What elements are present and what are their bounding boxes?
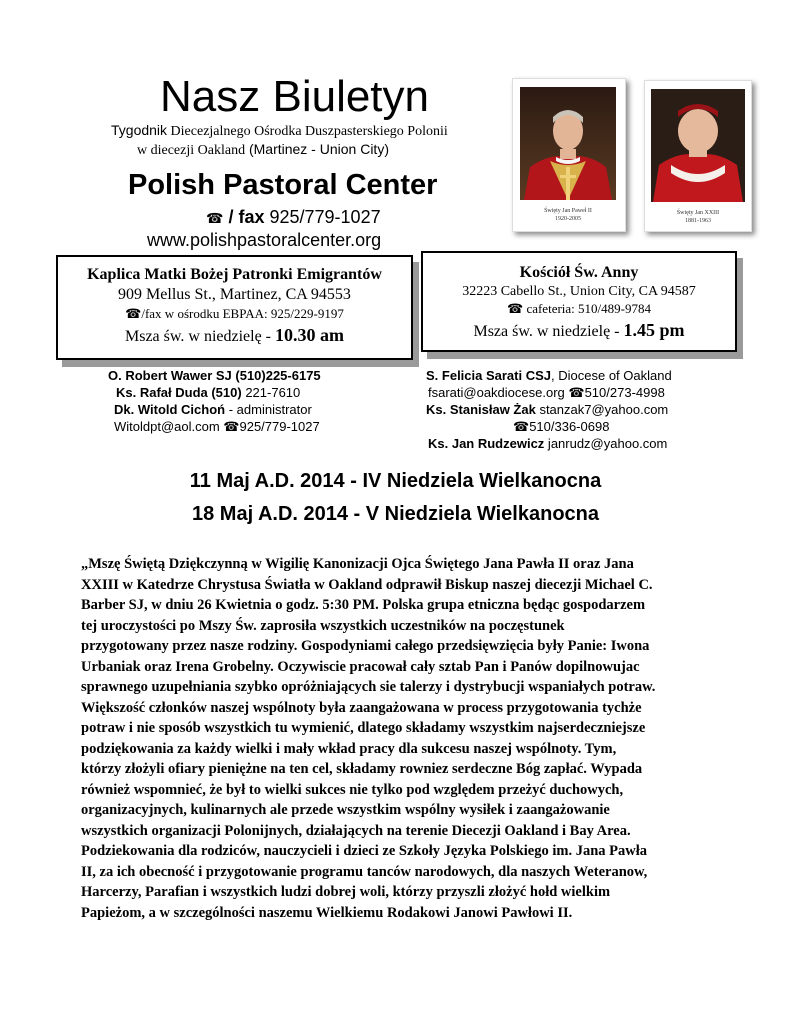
website-link[interactable]: www.polishpastoralcenter.org <box>147 230 382 250</box>
portrait-john-paul-ii <box>520 87 616 200</box>
article-line: Harcerzy, Parafian i wszystkich ludzi dobrej woli, którzy przyszli złożyć hołd wielkim <box>81 884 611 900</box>
church-address: 32223 Cabello St., Union City, CA 94587 <box>462 284 696 299</box>
contact-email-line[interactable]: Ks. Stanisław Żak stanzak7@yahoo.com <box>426 402 669 417</box>
article-line: tej uroczystości po Mszy Św. zaprosiła wszystkich uczestników na poczęstunek <box>81 617 565 634</box>
article-line: wszystkich organizacji Polonijnych, działających na terenie Diecezji Oakland i Bay Area. <box>81 822 631 839</box>
date-line-2: 18 Maj A.D. 2014 - V Niedziela Wielkanocna <box>191 503 599 525</box>
subtitle-center-desc: Diecezjalnego Ośrodka Duszpasterskiego Polonii <box>167 124 448 139</box>
phone-icon: ☎ <box>206 210 224 226</box>
chapel-mass-time: Msza św. w niedzielę - 10.30 am <box>124 325 345 345</box>
photo-card-john-xxiii <box>644 80 752 232</box>
photo-caption-john-xxiii: Święty Jan XXIII 1881-1963 <box>676 210 720 224</box>
photo-card-john-paul-ii <box>512 78 626 232</box>
portrait-john-xxiii <box>651 89 745 202</box>
chapel-address: 909 Mellus St., Martinez, CA 94553 <box>118 286 351 303</box>
article-line: Barber SJ, w dniu 26 Kwietnia o godz. 5:30 PM. Polska grupa etniczna będąc gospodarzem <box>81 597 646 613</box>
photo-caption-john-paul-ii: Święty Jan Paweł II 1920-2005 <box>544 208 592 222</box>
chapel-phone: ☎/fax w ośrodku EBPAA: 925/229-9197 <box>125 306 344 321</box>
chapel-info-box <box>56 255 413 360</box>
subtitle-line-2 <box>137 140 389 160</box>
article-body <box>81 554 741 923</box>
article-line: sprawnego uzupełniania szybko opróżniających sie talerzy i dystrybucji wspaniałych potraw. <box>81 679 656 695</box>
article-line: Urbaniak oraz Irena Grobelny. Oczywiscie pracował cały sztab Pan i Panów dopilnowujac <box>81 658 640 675</box>
bulletin-title: Nasz Biuletyn <box>160 72 430 121</box>
date-line-1: 11 Maj A.D. 2014 - IV Niedziela Wielkanocna <box>189 470 602 492</box>
contact-line: Dk. Witold Cichoń - administrator <box>114 402 312 417</box>
church-info-box <box>421 251 737 352</box>
article-line: Większość członków naszej wspólnoty była zaangażowana w process przygotowania tychże <box>81 699 642 716</box>
contacts-left <box>108 367 368 435</box>
article-line: potraw i nie sposób wszystkich tu wymienić, dlatego składamy wszystkim najserdeczniejsze <box>81 720 646 736</box>
church-name: Kościół Św. Anny <box>519 264 639 281</box>
article-line: „Mszę Świętą Dziękczynną w Wigilię Kanonizacji Ojca Świętego Jana Pawła II oraz Jana <box>81 556 634 572</box>
article-line: organizacyjnych, kulinarnych ale przede wszystkim wspólny wysiłek i zaangażowanie <box>81 802 610 818</box>
article-line: XXIII w Katedrze Chrystusa Światła w Oakland odprawił Biskup naszej diecezji Michael C. <box>81 576 653 593</box>
phone-number: 925/779-1027 <box>264 207 381 227</box>
center-name: Polish Pastoral Center <box>128 169 438 201</box>
phone-label: / fax <box>223 207 265 227</box>
article-line: II, za ich obecność i przygotowanie programu tanców narodowych, dla naszych Weteranow, <box>81 863 648 880</box>
contact-email-line[interactable]: fsarati@oakdiocese.org ☎510/273-4998 <box>428 385 665 400</box>
contact-line: ☎510/336-0698 <box>513 419 610 434</box>
chapel-name: Kaplica Matki Bożej Patronki Emigrantów <box>87 266 382 283</box>
article-line: Papieżom, a w szczególności naszemu Wielkiemu Rodakowi Janowi Pawłowi II. <box>81 904 573 921</box>
contact-email-line[interactable]: Ks. Jan Rudzewicz janrudz@yahoo.com <box>428 436 668 451</box>
subtitle-weekly: Tygodnik <box>111 122 168 138</box>
contact-email-line[interactable]: Witoldpt@aol.com ☎925/779-1027 <box>114 419 320 434</box>
contact-line: Ks. Rafał Duda (510) 221-7610 <box>116 385 301 400</box>
article-line: przygotowany przez nasze rodziny. Gospodyniami całego przedsięwzięcia były Panie: Iwona <box>81 638 650 654</box>
article-line: którzy złożyli ofiary pieniężne na ten cel, składamy rowniez serdeczne Bóg zapłać. Wypada <box>81 761 643 777</box>
article-line: podziękowania za każdy wielki i mały wkład pracy dla sukcesu naszej wspólnoty. Tym, <box>81 740 617 757</box>
center-phone <box>206 206 381 229</box>
article-line: również wspomnieć, że był to wielki sukces nie tylko pod względem przeżyć duchowych, <box>81 781 624 798</box>
contact-line: S. Felicia Sarati CSJ, Diocese of Oakland <box>426 368 672 383</box>
subtitle-cities: (Martinez - Union City) <box>245 141 389 157</box>
article-line: Podziekowania dla rodziców, nauczycieli i dzieci ze Szkoły Języka Polskiego im. Jana Pawła <box>81 843 648 859</box>
contacts-right <box>420 367 720 452</box>
church-mass-time: Msza św. w niedzielę - 1.45 pm <box>473 320 685 340</box>
church-phone: ☎ cafeteria: 510/489-9784 <box>507 301 651 316</box>
contact-line: O. Robert Wawer SJ (510)225-6175 <box>108 368 321 383</box>
subtitle-line-1 <box>111 121 448 141</box>
subtitle-diocese: w diecezji Oakland <box>137 143 246 158</box>
